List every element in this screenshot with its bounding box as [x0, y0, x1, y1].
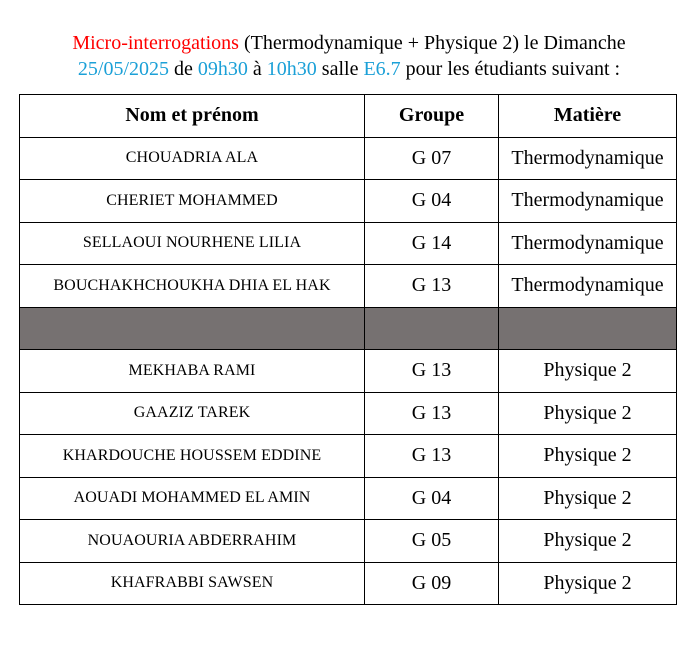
room: E6.7 — [363, 58, 401, 80]
student-subject: Thermodynamique — [499, 137, 677, 180]
table-row — [20, 477, 677, 520]
header-text-tail: pour les étudiants suivant : — [400, 58, 621, 80]
student-subject: Physique 2 — [499, 435, 677, 478]
column-header-subject: Matière — [499, 95, 677, 138]
table-row — [20, 222, 677, 265]
student-subject: Thermodynamique — [499, 180, 677, 223]
header-line-1 — [0, 30, 698, 56]
student-group: G 04 — [365, 477, 499, 520]
student-group: G 05 — [365, 520, 499, 563]
student-group: G 13 — [365, 392, 499, 435]
exam-date: 25/05/2025 — [77, 58, 170, 80]
header-text-a: à — [247, 58, 267, 80]
student-subject: Physique 2 — [499, 477, 677, 520]
student-group: G 07 — [365, 137, 499, 180]
separator-cell — [365, 307, 499, 350]
student-group: G 09 — [365, 562, 499, 605]
header-text-de: de — [169, 58, 198, 80]
student-subject: Thermodynamique — [499, 222, 677, 265]
student-name: AOUADI MOHAMMED EL AMIN — [20, 477, 365, 520]
table-row — [20, 520, 677, 563]
header-title: Micro-interrogations — [72, 32, 239, 54]
announcement-header — [0, 30, 698, 82]
students-table — [19, 94, 677, 605]
student-subject: Thermodynamique — [499, 265, 677, 308]
end-time: 10h30 — [266, 58, 317, 80]
student-group: G 04 — [365, 180, 499, 223]
student-name: CHERIET MOHAMMED — [20, 180, 365, 223]
header-text-salle: salle — [316, 58, 364, 80]
student-name: GAAZIZ TAREK — [20, 392, 365, 435]
student-name: MEKHABA RAMI — [20, 350, 365, 393]
student-name: BOUCHAKHCHOUKHA DHIA EL HAK — [20, 265, 365, 308]
student-name: KHARDOUCHE HOUSSEM EDDINE — [20, 435, 365, 478]
separator-row — [20, 307, 677, 350]
separator-cell — [499, 307, 677, 350]
table-row — [20, 392, 677, 435]
header-line-2 — [0, 56, 698, 82]
table-row — [20, 350, 677, 393]
column-header-group: Groupe — [365, 95, 499, 138]
student-name: KHAFRABBI SAWSEN — [20, 562, 365, 605]
table-header-row — [20, 95, 677, 138]
table-row — [20, 137, 677, 180]
start-time: 09h30 — [197, 58, 248, 80]
separator-cell — [20, 307, 365, 350]
student-group: G 13 — [365, 350, 499, 393]
student-subject: Physique 2 — [499, 392, 677, 435]
table-row — [20, 435, 677, 478]
student-group: G 13 — [365, 265, 499, 308]
student-subject: Physique 2 — [499, 562, 677, 605]
student-group: G 14 — [365, 222, 499, 265]
student-name: NOUAOURIA ABDERRAHIM — [20, 520, 365, 563]
table-row — [20, 265, 677, 308]
student-name: CHOUADRIA ALA — [20, 137, 365, 180]
table-row — [20, 562, 677, 605]
student-subject: Physique 2 — [499, 520, 677, 563]
column-header-name: Nom et prénom — [20, 95, 365, 138]
student-group: G 13 — [365, 435, 499, 478]
student-name: SELLAOUI NOURHENE LILIA — [20, 222, 365, 265]
table-row — [20, 180, 677, 223]
student-subject: Physique 2 — [499, 350, 677, 393]
header-subjects-and-day: (Thermodynamique + Physique 2) le Dimanche — [238, 32, 626, 54]
